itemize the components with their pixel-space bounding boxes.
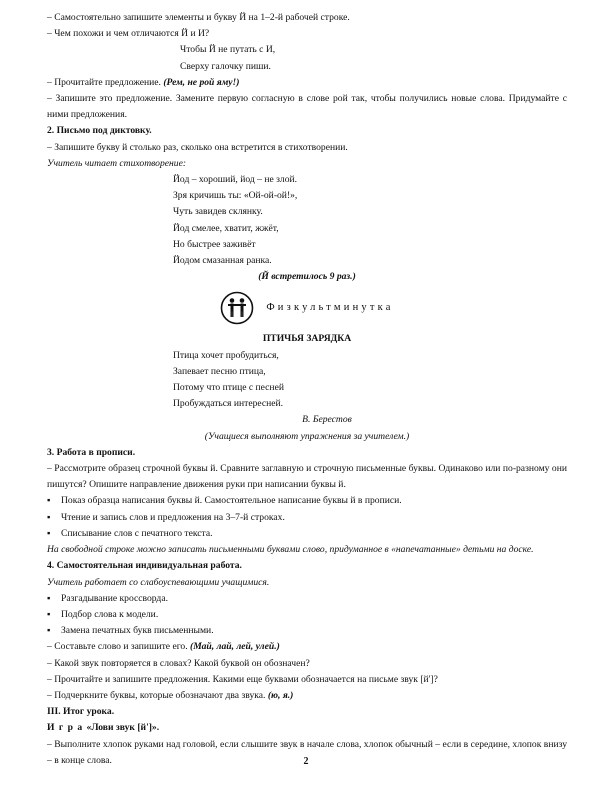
list-item	[47, 623, 567, 639]
list-item-text: Разгадывание кроссворда.	[61, 592, 168, 604]
fizminutka-header	[47, 291, 567, 325]
instruction-line	[47, 688, 567, 704]
list-item	[47, 607, 567, 623]
poem-line: Запевает песню птица,	[173, 365, 266, 377]
poem-line: Потому что птице с песней	[173, 382, 284, 394]
instruction-line: – Прочитайте и запишите предложения. Какими еще буквами обозначается на письме звук [й']?	[47, 673, 438, 685]
list-item	[47, 591, 567, 607]
poem-line: Йод – хороший, йод – не злой.	[173, 174, 298, 186]
poem-line: Пробуждаться интересней.	[173, 398, 284, 410]
answer-note: (ю, я.)	[267, 689, 294, 701]
poem-line: Но быстрее заживёт	[173, 238, 256, 250]
instruction-text: – Подчеркните буквы, которые обозначают два звука.	[47, 689, 268, 701]
instruction-line	[47, 639, 567, 655]
answer-note: (Май, лай, лей, улей.)	[190, 641, 280, 653]
instruction-line: – Запишите букву й столько раз, сколько она встретится в стихотворении.	[47, 141, 348, 153]
poem-line: Йодом смазанная ранка.	[173, 255, 272, 267]
list-item	[47, 493, 567, 509]
page-content	[47, 10, 567, 769]
bullet-icon: ▪	[47, 608, 51, 620]
instruction-line: – Какой звук повторяется в словах? Какой буквой он обозначен?	[47, 657, 310, 669]
poem-author: В. Берестов	[302, 414, 352, 426]
instruction-line: – Самостоятельно запишите элементы и букву Й на 1–2-й рабочей строке.	[47, 12, 350, 23]
game-label: И г р а	[47, 722, 87, 734]
list-item-text: Подбор слова к модели.	[61, 608, 159, 620]
section-heading: 2. Письмо под диктовку.	[47, 125, 152, 137]
game-line	[47, 720, 567, 736]
example-sentence: (Рем, не рой яму!)	[163, 76, 240, 88]
two-people-exercise-icon	[220, 291, 254, 325]
instruction-line: – Чем похожи и чем отличаются Й и И?	[47, 28, 210, 40]
bullet-icon: ▪	[47, 511, 51, 523]
instruction-paragraph: – Рассмотрите образец строчной буквы й. Сравните заглавную и строчную письменные буквы. Одинаково или по-разному они пишутся? Опишите направление движения руки при написании буквы й.	[47, 463, 567, 491]
section-heading: 4. Самостоятельная индивидуальная работа.	[47, 560, 242, 572]
poem-block	[173, 348, 567, 413]
bullet-icon: ▪	[47, 625, 51, 637]
answer-note: (Й встретилось 9 раз.)	[258, 271, 356, 283]
list-item-text: Замена печатных букв письменными.	[61, 625, 214, 637]
list-item-text: Чтение и запись слов и предложения на 3–7-й строках.	[61, 511, 285, 523]
list-item-text: Показ образца написания буквы й. Самостоятельное написание буквы й в прописи.	[61, 495, 402, 507]
instruction-paragraph: – Выполните хлопок руками над головой, если слышите звук в начале слова, хлопок обычный – если в середине, хлопок внизу – в конце слова.	[47, 738, 567, 766]
activity-note: (Учащиеся выполняют упражнения за учителем.)	[204, 430, 410, 442]
instruction-text: – Прочитайте предложение.	[47, 76, 164, 88]
rhyme-line: Чтобы Й не путать с И,	[180, 44, 276, 56]
instruction-line	[47, 75, 567, 91]
bullet-icon: ▪	[47, 592, 51, 604]
poem-line: Птица хочет пробудиться,	[173, 349, 279, 361]
rhyme-line: Сверху галочку пиши.	[180, 60, 271, 72]
bullet-icon: ▪	[47, 495, 51, 507]
teacher-note: На свободной строке можно записать письменными буквами слово, придуманное в «напечатанные» детьми на доске.	[47, 544, 534, 556]
poem-line: Зря кричишь ты: «Ой-ой-ой!»,	[173, 190, 298, 202]
poem-line: Йод смелее, хватит, жжёт,	[173, 222, 279, 234]
page-number: 2	[303, 756, 309, 767]
list-item	[47, 526, 567, 542]
fizminutka-title: Физкультминутка	[266, 302, 394, 314]
game-title: «Лови звук [й']».	[86, 722, 160, 734]
list-item	[47, 510, 567, 526]
teacher-note: Учитель читает стихотворение:	[47, 157, 187, 169]
poem-block	[173, 172, 567, 269]
bullet-icon: ▪	[47, 527, 51, 539]
section-heading: 3. Работа в прописи.	[47, 446, 136, 458]
section-heading: III. Итог урока.	[47, 706, 115, 718]
instruction-paragraph: – Запишите это предложение. Замените первую согласную в слове рой так, чтобы получились новые слова. Придумайте с ними предложения.	[47, 93, 567, 121]
exercise-title: ПТИЧЬЯ ЗАРЯДКА	[262, 333, 352, 345]
instruction-text: – Составьте слово и запишите его.	[47, 641, 190, 653]
list-item-text: Списывание слов с печатного текста.	[61, 527, 213, 539]
poem-line: Чуть завидев склянку.	[173, 206, 263, 218]
teacher-note: Учитель работает со слабоуспевающими учащимися.	[47, 576, 270, 588]
